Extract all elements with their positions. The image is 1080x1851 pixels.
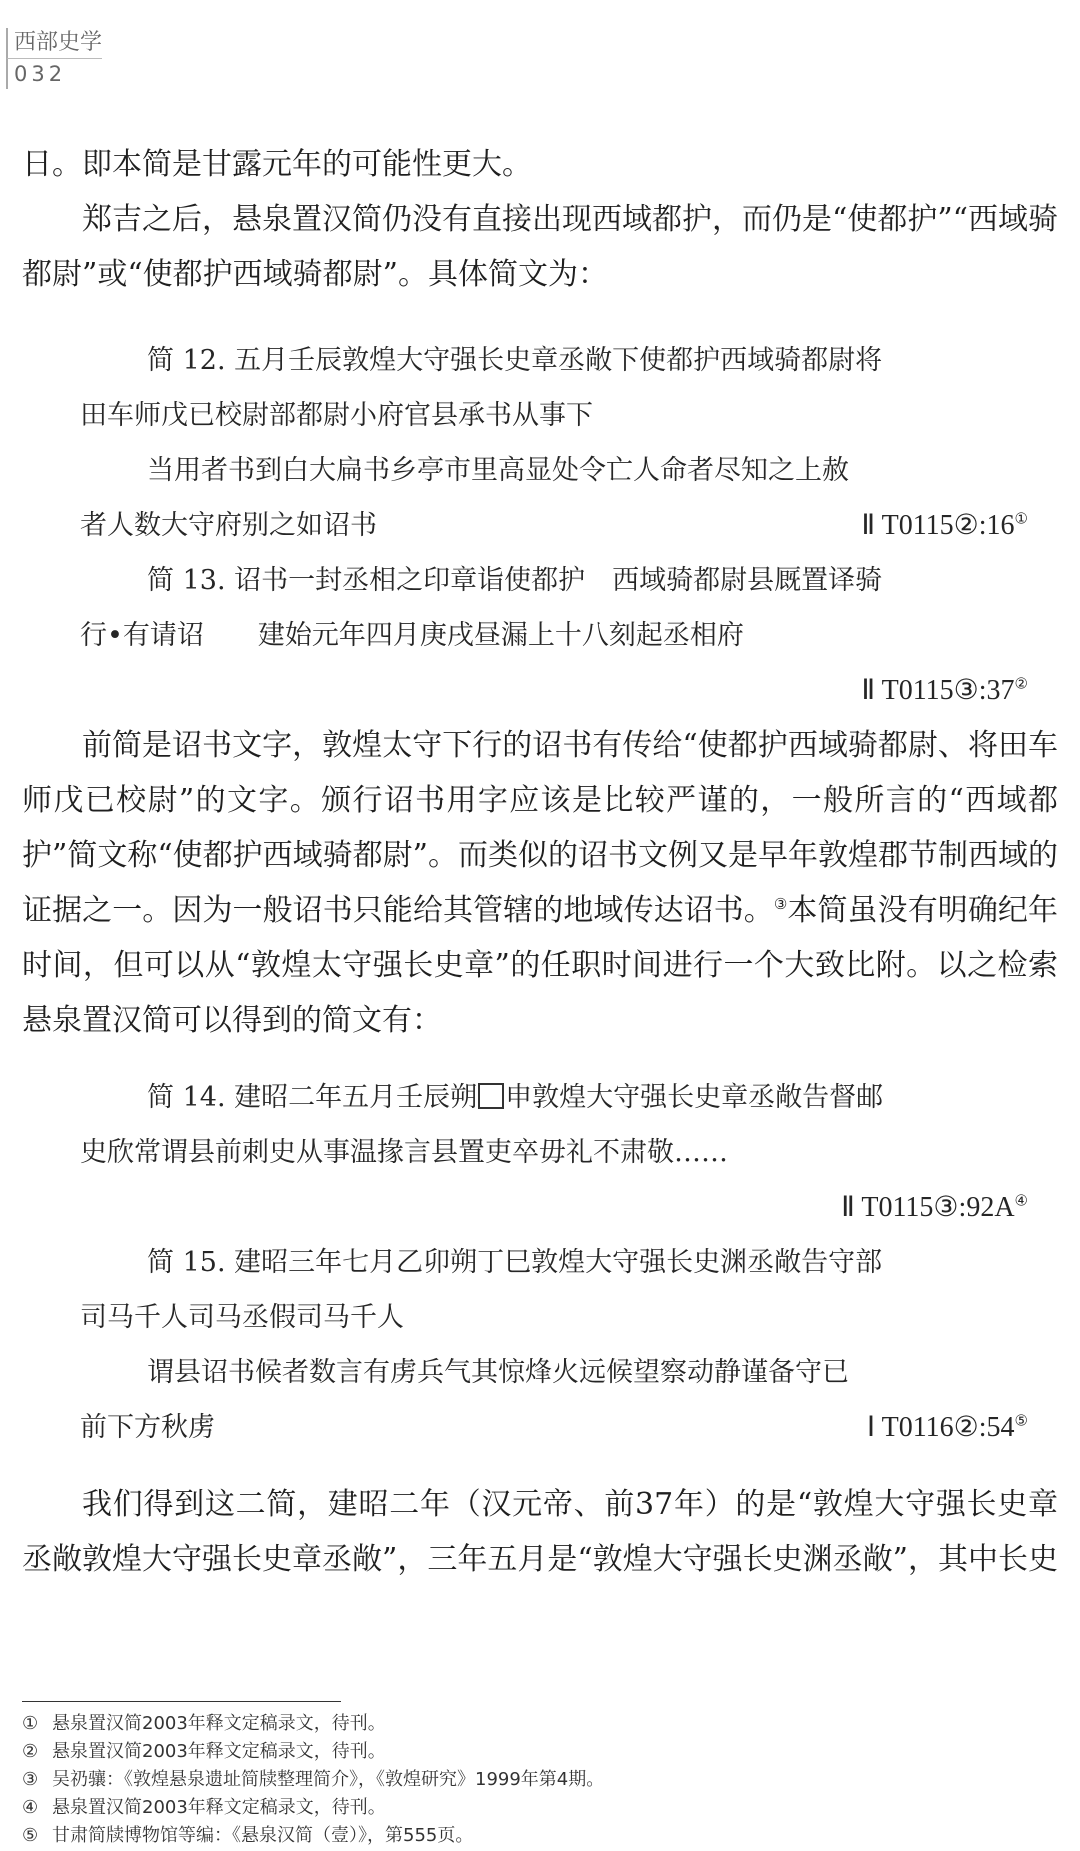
journal-title: 西部史学: [6, 28, 102, 59]
slip-line: 前下方秋虏: [80, 1412, 215, 1443]
footnote-mark: ③: [773, 895, 788, 913]
slip-14: [22, 1070, 1058, 1235]
slip-reference: Ⅱ T0115②:16①: [861, 510, 1028, 541]
footnote-mark: ④: [1014, 1193, 1028, 1210]
footnote: ⑤ 甘肃简牍博物馆等编：《悬泉汉简（壹）》，第555页。: [22, 1825, 474, 1846]
footnote-mark: ⑤: [1014, 1413, 1028, 1430]
slip-12: [22, 333, 1058, 553]
slip-line: 简 13. 诏书一封丞相之印章诣使都护 西域骑都尉县厩置译骑: [147, 565, 883, 596]
slip-line: 司马千人司马丞假司马千人: [80, 1302, 404, 1333]
paragraph: 郑吉之后，悬泉置汉简仍没有直接出现西域都护，而仍是“使都护”“西域骑都尉”或“使都护西域骑都尉”。具体简文为：: [22, 202, 1059, 292]
footnotes: [22, 1710, 604, 1850]
main-text: [22, 137, 1058, 1587]
footnote: ③ 吴礽骧：《敦煌悬泉遗址简牍整理简介》，《敦煌研究》1999年第4期。: [22, 1769, 605, 1790]
slip-line: 史欣常谓县前刺史从事温掾言县置吏卒毋礼不肃敬……: [80, 1137, 728, 1168]
slip-line: 简 14. 建昭二年五月壬辰朔 申敦煌大守强长史章丞敞告督邮: [147, 1082, 884, 1113]
slip-line: 者人数大守府别之如诏书: [80, 510, 377, 541]
slip-line: 简 12. 五月壬辰敦煌大守强长史章丞敞下使都护西域骑都尉将: [147, 345, 883, 376]
slip-reference: Ⅱ T0115③:92A④: [841, 1192, 1028, 1223]
slip-15: [22, 1235, 1058, 1455]
slip-reference: Ⅰ T0116②:54⑤: [866, 1412, 1028, 1443]
page-number: 032: [6, 59, 102, 89]
footnote: ① 悬泉置汉简2003年释文定稿录文，待刊。: [22, 1713, 386, 1734]
slip-line: 当用者书到白大扁书乡亭市里高显处令亡人命者尽知之上赦: [147, 455, 849, 486]
missing-character-box: [478, 1083, 504, 1109]
footnote-mark: ②: [1014, 676, 1028, 693]
slip-13: [22, 553, 1058, 718]
footnote: ② 悬泉置汉简2003年释文定稿录文，待刊。: [22, 1741, 386, 1762]
slip-line: 简 15. 建昭三年七月乙卯朔丁巳敦煌大守强长史渊丞敞告守部: [147, 1247, 883, 1278]
paragraph: 日。即本简是甘露元年的可能性更大。: [22, 147, 532, 182]
slip-line: 行•有请诏 建始元年四月庚戌昼漏上十八刻起丞相府: [80, 620, 744, 651]
slip-reference: Ⅱ T0115③:37②: [861, 675, 1028, 706]
running-header: [6, 28, 102, 89]
paragraph: 我们得到这二简，建昭二年（汉元帝、前37年）的是“敦煌大守强长史章丞敞敦煌大守强长史章丞敞”，三年五月是“敦煌大守强长史渊丞敞”，其中长史: [22, 1487, 1059, 1577]
footnote-divider: [22, 1701, 341, 1702]
paragraph: 前简是诏书文字，敦煌太守下行的诏书有传给“使都护西域骑都尉、将田车师戊已校尉”的文字。颁行诏书用字应该是比较严谨的，一般所言的“西域都护”简文称“使都护西域骑都尉”。而类似的诏书文例又是早年敦煌郡节制西域的证据之一。因为一般诏书只能给其管辖的地域传达诏书。③本简虽没有明确纪年时间，但可以从“敦煌太守强长史章”的任职时间进行一个大致比附。以之检索悬泉置汉简可以得到的简文有：: [22, 728, 1059, 1038]
slip-line: 田车师戊已校尉部都尉小府官县承书从事下: [80, 400, 593, 431]
footnote-mark: ①: [1014, 511, 1028, 528]
slip-line: 谓县诏书候者数言有虏兵气其惊烽火远候望察动静谨备守已: [147, 1357, 849, 1388]
footnote: ④ 悬泉置汉简2003年释文定稿录文，待刊。: [22, 1797, 386, 1818]
